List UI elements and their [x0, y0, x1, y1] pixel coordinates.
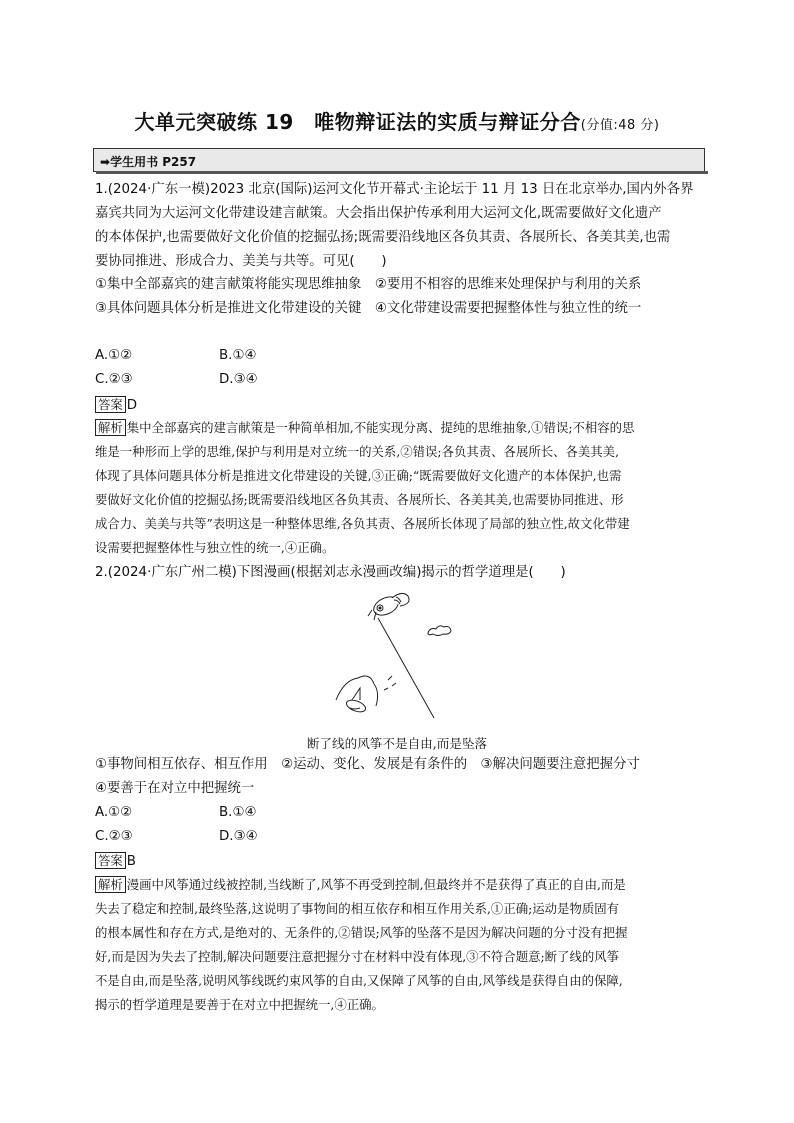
q2-option-d: D.③④	[219, 829, 258, 844]
q1-option-a: A.①②	[95, 348, 133, 363]
banner-label: ➡学生用书 P257	[100, 155, 197, 169]
q2-explanation-line-5: 不是自由,而是坠落,说明风筝线既约束风筝的自由,又保障了风筝的自由,风筝线是获得自由的保障,	[95, 973, 623, 988]
q2-answer	[95, 852, 136, 871]
q2-answer-value: B	[126, 854, 136, 869]
q2-explain-tag: 解析	[95, 876, 126, 893]
title-main: 大单元突破练 19 唯物辩证法的实质与辩证分合	[134, 110, 581, 134]
q2-stem: 2.(2024·广东广州二模)下图漫画(根据刘志永漫画改编)揭示的哲学道理是( )	[95, 565, 566, 580]
kite-icon	[368, 593, 409, 620]
q2-option-b: B.①④	[219, 805, 257, 820]
q1-explanation-line-2: 维是一种形而上学的思维,保护与利用是对立统一的关系,②错误;各负其责、各展所长、各美其美,	[95, 444, 620, 459]
q2-explanation-line-3: 的根本属性和存在方式,是绝对的、无条件的,②错误;风筝的坠落不是因为解决问题的分寸没有把握	[95, 925, 628, 940]
q1-explanation-line-6: 设需要把握整体性与独立性的统一,④正确。	[95, 540, 335, 555]
q1-explanation-line-1: 解析 集中全部嘉宾的建言献策是一种简单相加,不能实现分离、提纯的思维抽象,①错误;不相容的思	[95, 419, 634, 437]
q2-option-c: C.②③	[95, 829, 133, 844]
q2-option-a: A.①②	[95, 805, 133, 820]
q1-stem-line-2: 嘉宾共同为大运河文化带建设建言献策。大会指出保护传承利用大运河文化,既需要做好文化遗产	[95, 206, 662, 221]
q1-explanation-line-4: 要做好文化价值的挖掘弘扬;既需要沿线地区各负其责、各展所长、各美其美,也需要协同推进、形	[95, 492, 624, 507]
title-score: (分值:48 分)	[580, 118, 660, 133]
q1-answer-tag: 答案	[95, 396, 126, 413]
kite-cartoon-image	[330, 588, 470, 726]
q1-explanation-line-3: 体现了具体问题具体分析是推进文化带建设的关键,③正确;“既需要做好文化遗产的本体保护,也需	[95, 468, 622, 483]
q1-statement-1: ①集中全部嘉宾的建言献策将能实现思维抽象 ②要用不相容的思维来处理保护与利用的关系	[95, 277, 642, 292]
banner-shadow	[96, 171, 708, 174]
q2-statement-1: ①事物间相互依存、相互作用 ②运动、变化、发展是有条件的 ③解决问题要注意把握分寸	[95, 757, 640, 772]
q1-stem-line-1: 1.(2024·广东一模)2023 北京(国际)运河文化节开幕式·主论坛于 11 月 13 日在北京举办,国内外各界	[95, 182, 694, 197]
q1-explanation-line-5: 成合力、美美与共等”表明这是一种整体思维,各负其责、各展所长体现了局部的独立性,故文化带建	[95, 516, 630, 531]
q2-explanation-line-6: 揭示的哲学道理是要善于在对立中把握统一,④正确。	[95, 997, 384, 1012]
section-banner	[93, 148, 705, 172]
q2-answer-tag: 答案	[95, 852, 126, 869]
q2-statement-2: ④要善于在对立中把握统一	[95, 781, 255, 796]
q1-option-c: C.②③	[95, 372, 133, 387]
cloud-icon	[428, 626, 451, 636]
q1-statement-2: ③具体问题具体分析是推进文化带建设的关键 ④文化带建设需要把握整体性与独立性的统一	[95, 301, 642, 316]
q1-option-b: B.①④	[219, 348, 257, 363]
q1-stem-line-4: 要协同推进、形成合力、美美与共等。可见( )	[95, 254, 387, 269]
q2-explanation-line-1: 解析 漫画中风筝通过线被控制,当线断了,风筝不再受到控制,但最终并不是获得了真正的自由,而是	[95, 876, 626, 894]
q1-explain-tag: 解析	[95, 419, 126, 436]
kite-string-line	[378, 618, 434, 718]
cartoon-caption: 断了线的风筝不是自由,而是坠落	[306, 736, 488, 751]
q1-option-d: D.③④	[219, 372, 258, 387]
q1-answer-value: D	[126, 398, 138, 413]
q2-explanation-line-4: 好,而是因为失去了控制,解决问题要注意把握分寸在材料中没有体现,③不符合题意;断了线的风筝	[95, 949, 620, 964]
q1-answer	[95, 396, 137, 415]
motion-lines	[384, 676, 396, 690]
q2-explanation-line-2: 失去了稳定和控制,最终坠落,这说明了事物间的相互依存和相互作用关系,①正确;运动是物质固有	[95, 901, 620, 916]
page-title	[0, 106, 794, 135]
q1-stem-line-3: 的本体保护,也需要做好文化价值的挖掘弘扬;既需要沿线地区各负其责、各展所长、各美其美,也需	[95, 230, 671, 245]
